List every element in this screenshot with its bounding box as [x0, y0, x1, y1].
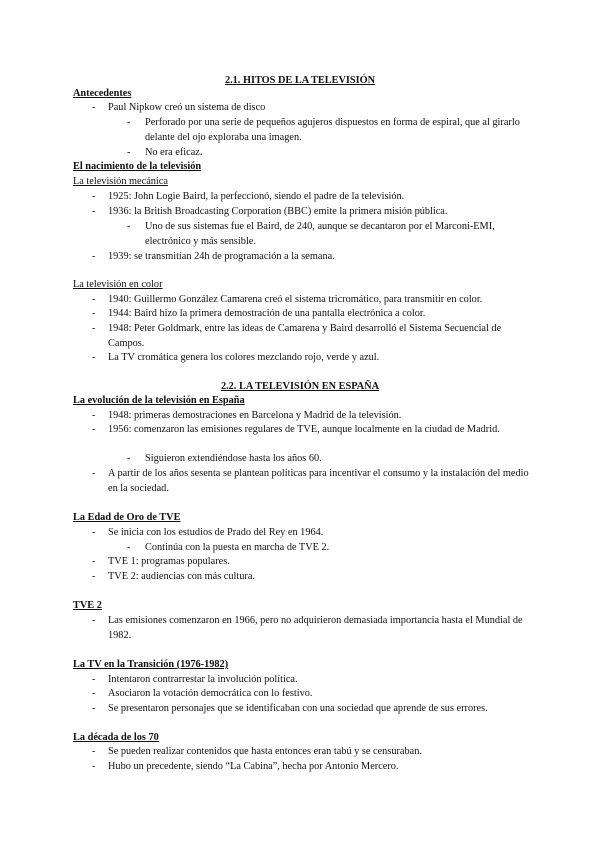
list-item-text: Continúa con la puesta en marcha de TVE 2. — [145, 542, 330, 553]
bullet-dash: - — [92, 294, 96, 305]
list-item-text: Se pueden realizar contenidos que hasta entonces eran tabú y se censuraban. — [108, 746, 422, 757]
bullet-dash: - — [92, 102, 96, 113]
list-item-text: Hubo un precedente, siendo “La Cabina”, hecha por Antonio Mercero. — [108, 761, 399, 772]
list-item-text: 1948: primeras demostraciones en Barcelona y Madrid de la televisión. — [108, 410, 402, 421]
bullet-dash: - — [92, 323, 96, 334]
list-item-text: 1948: Peter Goldmark, entre las ideas de Camarena y Baird desarrolló el Sistema Secuencial de Campos. — [108, 323, 502, 349]
bullet-dash: - — [92, 703, 96, 714]
list-item-text: 1936: la British Broadcasting Corporation (BBC) emite la primera misión pública. — [108, 206, 448, 217]
bullet-dash: - — [92, 206, 96, 217]
heading-tve2: TVE 2 — [73, 600, 102, 611]
bullet-dash: - — [92, 410, 96, 421]
bullet-dash: - — [92, 424, 96, 435]
list-item-text: 1944: Baird hizo la primera demostración de una pantalla electrónica a color. — [108, 308, 426, 319]
list-item-text: Uno de sus sistemas fue el Baird, de 240, aunque se decantaron por el Marconi-EMI, electrónico y más sensible. — [145, 221, 495, 247]
bullet-dash: - — [92, 688, 96, 699]
bullet-dash: - — [92, 352, 96, 363]
list-item-text: Paul Nipkow creó un sistema de disco — [108, 102, 266, 113]
list-item-text: 1956: comenzaron las emisiones regulares de TVE, aunque localmente en la ciudad de Madrid. — [108, 424, 500, 435]
list-item-text: Asociaron la votación democrática con lo festivo. — [108, 688, 313, 699]
list-item-text: 1925: John Logie Baird, la perfeccionó, siendo el padre de la televisión. — [108, 191, 405, 202]
section-title-espana: 2.2. LA TELEVISIÓN EN ESPAÑA — [220, 381, 380, 392]
bullet-dash: - — [92, 251, 96, 262]
bullet-dash: - — [92, 615, 96, 626]
list-item-text: TVE 1: programas populares. — [108, 556, 230, 567]
heading-edad-oro: La Edad de Oro de TVE — [73, 512, 181, 523]
bullet-dash: - — [92, 191, 96, 202]
list-item-text: TVE 2: audiencias con más cultura. — [108, 571, 255, 582]
bullet-dash: - — [92, 761, 96, 772]
section-title-hitos: 2.1. HITOS DE LA TELEVISIÓN — [224, 75, 376, 86]
heading-transicion: La TV en la Transición (1976-1982) — [73, 659, 229, 670]
bullet-dash: - — [92, 674, 96, 685]
list-item-text: Siguieron extendiéndose hasta los años 60. — [145, 453, 322, 464]
bullet-dash: - — [127, 117, 131, 128]
list-item-text: Intentaron contrarrestar la involución política. — [108, 674, 298, 685]
bullet-dash: - — [92, 468, 96, 479]
heading-decada-70: La década de los 70 — [73, 732, 159, 743]
bullet-dash: - — [127, 147, 131, 158]
bullet-dash: - — [92, 571, 96, 582]
heading-antecedentes: Antecedentes — [73, 88, 132, 99]
list-item-text: Se presentaron personajes que se identificaban con una sociedad que aprende de sus errores. — [108, 703, 488, 714]
bullet-dash: - — [127, 542, 131, 553]
list-item-text: 1939: se transmitían 24h de programación a la semana. — [108, 251, 335, 262]
list-item-text: 1940: Guillermo González Camarena creó el sistema tricromático, para transmitir en color. — [108, 294, 483, 305]
bullet-dash: - — [127, 453, 131, 464]
list-item-text: A partir de los años sesenta se plantean políticas para incentivar el consumo y la instalación del medio en la sociedad. — [108, 468, 529, 494]
list-item-text: Las emisiones comenzaron en 1966, pero no adquirieron demasiada importancia hasta el Mundial de 1982. — [108, 615, 523, 641]
heading-nacimiento: El nacimiento de la televisión — [73, 161, 202, 172]
bullet-dash: - — [92, 746, 96, 757]
subheading-tv-mecanica: La televisión mecánica — [73, 176, 168, 187]
subheading-tv-color: La televisión en color — [73, 279, 163, 290]
list-item-text: Se inicia con los estudios de Prado del Rey en 1964. — [108, 527, 324, 538]
heading-evolucion: La evolución de la televisión en España — [73, 395, 245, 406]
bullet-dash: - — [92, 556, 96, 567]
list-item-text: No era eficaz. — [145, 147, 203, 158]
list-item-text: La TV cromática genera los colores mezclando rojo, verde y azul. — [108, 352, 380, 363]
bullet-dash: - — [92, 527, 96, 538]
list-item-text: Perforado por una serie de pequeños agujeros dispuestos en forma de espiral, que al girarlo delante del ojo exploraba una imagen. — [145, 117, 520, 143]
bullet-dash: - — [92, 308, 96, 319]
bullet-dash: - — [127, 221, 131, 232]
